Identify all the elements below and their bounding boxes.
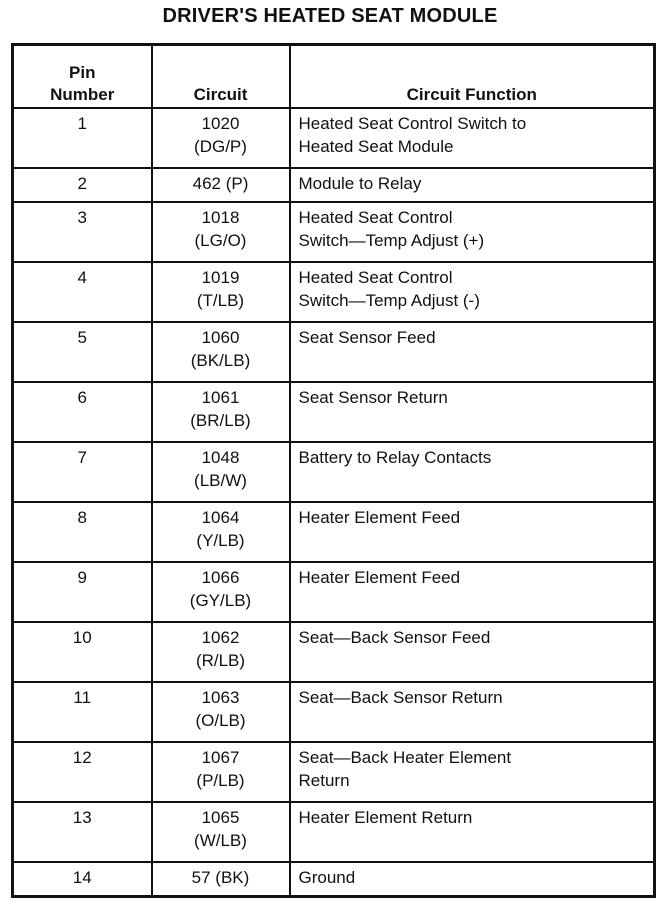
circuit-line: (LB/W) xyxy=(194,471,247,490)
circuit-function-cell xyxy=(290,742,655,802)
circuit-line: (T/LB) xyxy=(196,291,245,310)
circuit-line: 1064 xyxy=(201,508,240,527)
circuit-cell xyxy=(152,382,290,442)
circuit-function-cell xyxy=(290,862,655,897)
circuit-function-cell xyxy=(290,622,655,682)
circuit-function-cell xyxy=(290,802,655,862)
circuit-line: (LG/O) xyxy=(194,231,247,250)
circuit-cell xyxy=(152,262,290,322)
circuit-cell xyxy=(152,862,290,897)
pin-number-cell: 8 xyxy=(13,502,152,562)
circuit-line: (BR/LB) xyxy=(190,411,251,430)
circuit-line: 1048 xyxy=(201,448,240,467)
function-line: Heated Seat Control Switch to xyxy=(298,114,527,133)
function-line: Seat Sensor Return xyxy=(298,388,448,407)
table-row xyxy=(13,108,655,168)
table-row xyxy=(13,682,655,742)
pin-number-cell: 7 xyxy=(13,442,152,502)
table-row xyxy=(13,562,655,622)
header-pin-number xyxy=(13,45,152,109)
table-row xyxy=(13,502,655,562)
function-line: Heated Seat Module xyxy=(298,137,454,156)
table-row xyxy=(13,168,655,202)
circuit-cell xyxy=(152,322,290,382)
pin-number-cell: 3 xyxy=(13,202,152,262)
circuit-cell xyxy=(152,682,290,742)
circuit-line: (BK/LB) xyxy=(190,351,251,370)
function-line: Heater Element Feed xyxy=(298,508,461,527)
circuit-line: (Y/LB) xyxy=(196,531,245,550)
circuit-cell xyxy=(152,742,290,802)
circuit-function-cell xyxy=(290,382,655,442)
circuit-line: 1067 xyxy=(201,748,240,767)
function-line: Heated Seat Control xyxy=(298,208,453,227)
circuit-function-cell xyxy=(290,262,655,322)
circuit-cell xyxy=(152,502,290,562)
function-line: Switch—Temp Adjust (+) xyxy=(298,231,485,250)
table-row xyxy=(13,262,655,322)
header-circuit-function: Circuit Function xyxy=(290,45,655,109)
circuit-line: 1063 xyxy=(201,688,240,707)
circuit-function-cell xyxy=(290,168,655,202)
page-title: DRIVER'S HEATED SEAT MODULE xyxy=(162,5,498,27)
circuit-line: (DG/P) xyxy=(194,137,247,156)
function-line: Seat—Back Sensor Return xyxy=(298,688,503,707)
circuit-function-cell xyxy=(290,502,655,562)
circuit-line: 1019 xyxy=(201,268,240,287)
circuit-cell xyxy=(152,202,290,262)
header-pin-line-2: Number xyxy=(50,85,115,104)
pin-number-cell: 5 xyxy=(13,322,152,382)
circuit-line: (P/LB) xyxy=(196,771,245,790)
header-pin-line-1: Pin xyxy=(69,63,96,82)
function-line: Module to Relay xyxy=(298,174,422,193)
function-line: Heater Element Feed xyxy=(298,568,461,587)
circuit-line: 57 (BK) xyxy=(191,868,250,887)
pin-number-cell: 13 xyxy=(13,802,152,862)
circuit-cell xyxy=(152,562,290,622)
pin-number-cell: 11 xyxy=(13,682,152,742)
table-header-row xyxy=(13,45,655,109)
function-line: Seat—Back Heater Element xyxy=(298,748,512,767)
function-line: Ground xyxy=(298,868,356,887)
circuit-function-cell xyxy=(290,322,655,382)
table-row xyxy=(13,802,655,862)
table-row xyxy=(13,742,655,802)
circuit-line: 1060 xyxy=(201,328,240,347)
circuit-function-cell xyxy=(290,682,655,742)
pin-number-cell: 10 xyxy=(13,622,152,682)
circuit-cell xyxy=(152,168,290,202)
function-line: Return xyxy=(298,771,350,790)
circuit-cell xyxy=(152,108,290,168)
pin-number-cell: 2 xyxy=(13,168,152,202)
pin-number-cell: 14 xyxy=(13,862,152,897)
table-row xyxy=(13,322,655,382)
pin-number-cell: 6 xyxy=(13,382,152,442)
circuit-line: 1065 xyxy=(201,808,240,827)
circuit-function-cell xyxy=(290,202,655,262)
circuit-line: 1066 xyxy=(201,568,240,587)
table-row xyxy=(13,442,655,502)
circuit-line: 1061 xyxy=(201,388,240,407)
circuit-function-cell xyxy=(290,108,655,168)
pin-number-cell: 9 xyxy=(13,562,152,622)
circuit-function-cell xyxy=(290,562,655,622)
circuit-cell xyxy=(152,802,290,862)
function-line: Heater Element Return xyxy=(298,808,473,827)
circuit-line: 1018 xyxy=(201,208,240,227)
function-line: Seat—Back Sensor Feed xyxy=(298,628,491,647)
pin-number-cell: 12 xyxy=(13,742,152,802)
table-row xyxy=(13,382,655,442)
header-circuit: Circuit xyxy=(152,45,290,109)
pin-number-cell: 1 xyxy=(13,108,152,168)
table-row xyxy=(13,862,655,897)
circuit-cell xyxy=(152,442,290,502)
table-row xyxy=(13,202,655,262)
circuit-line: (GY/LB) xyxy=(189,591,252,610)
function-line: Seat Sensor Feed xyxy=(298,328,436,347)
circuit-function-cell xyxy=(290,442,655,502)
pin-number-cell: 4 xyxy=(13,262,152,322)
pin-table xyxy=(11,43,656,898)
circuit-line: 1020 xyxy=(201,114,240,133)
function-line: Battery to Relay Contacts xyxy=(298,448,492,467)
function-line: Switch—Temp Adjust (-) xyxy=(298,291,480,310)
circuit-cell xyxy=(152,622,290,682)
circuit-line: (W/LB) xyxy=(194,831,247,850)
function-line: Heated Seat Control xyxy=(298,268,453,287)
circuit-line: 462 (P) xyxy=(192,174,249,193)
circuit-line: (R/LB) xyxy=(195,651,246,670)
circuit-line: 1062 xyxy=(201,628,240,647)
circuit-line: (O/LB) xyxy=(195,711,246,730)
table-row xyxy=(13,622,655,682)
